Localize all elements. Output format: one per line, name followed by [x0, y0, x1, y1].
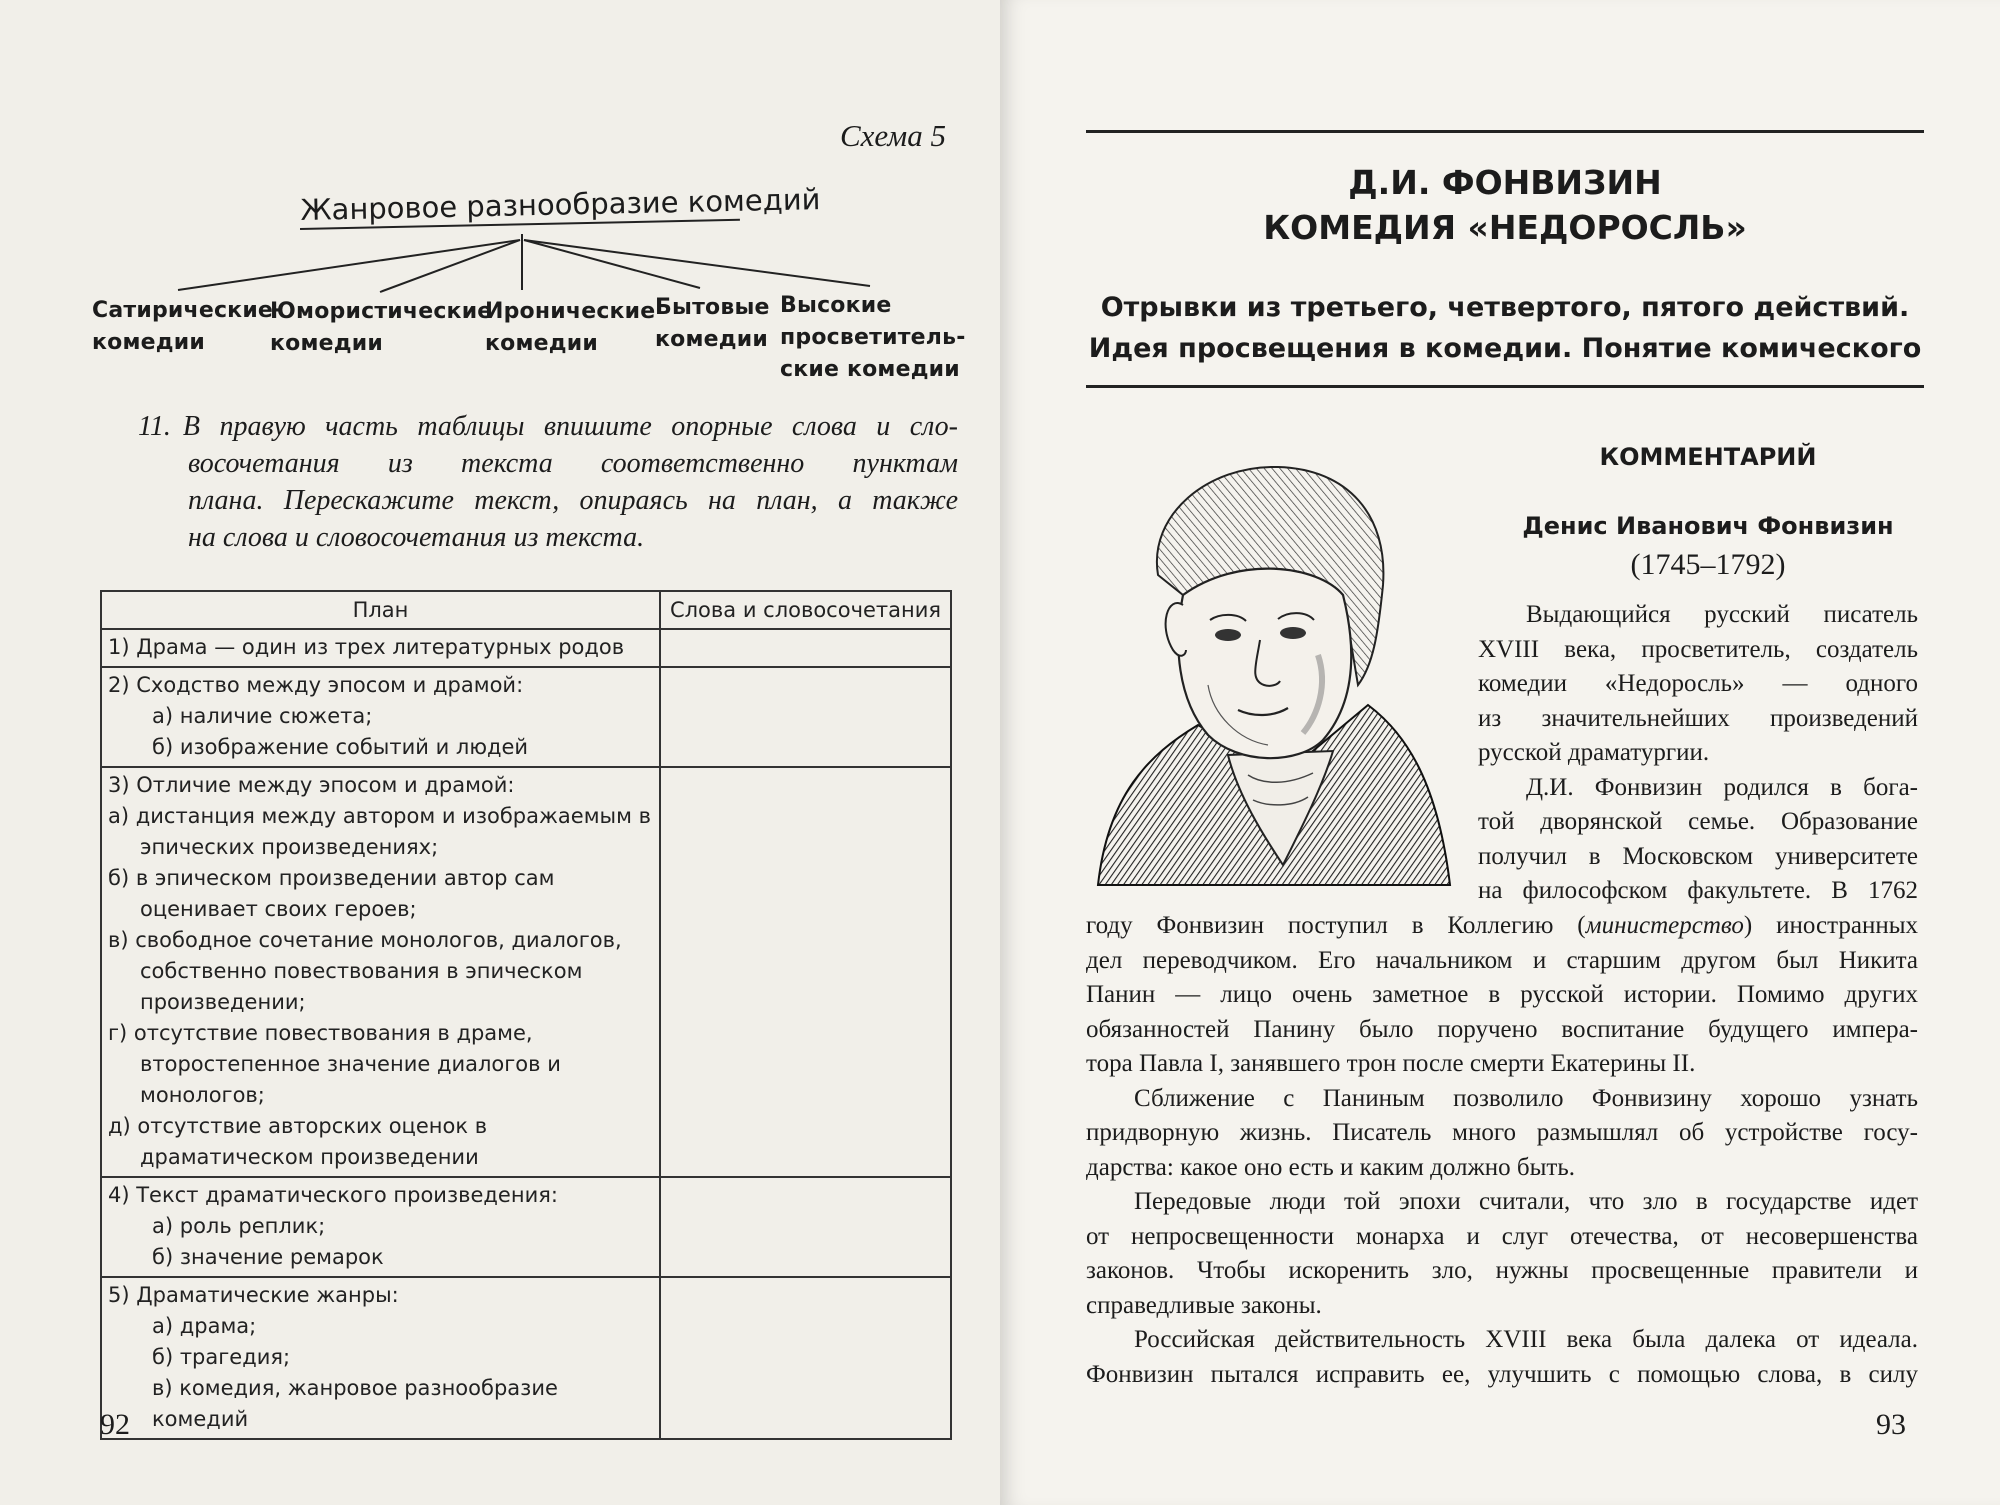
plan-subitem: а) роль реплик; — [152, 1214, 326, 1238]
plan-cell — [101, 767, 660, 1177]
genre-label: комедии — [655, 327, 768, 352]
genre-tree-lines — [0, 0, 1000, 320]
plan-subitem: б) в эпическом произведении автор сам оценивает своих героев; — [108, 866, 555, 921]
genre-label: Бытовые — [655, 295, 770, 320]
text-line: Фонвизин пытался исправить ее, улучшить с помощью слова, в силу — [1086, 1360, 1918, 1388]
words-cell[interactable] — [660, 767, 951, 1177]
portrait-illustration — [1088, 455, 1458, 895]
bio-name: Денис Иванович Фонвизин — [1522, 512, 1894, 540]
text-emphasis: министерство — [1585, 912, 1744, 939]
bio-years: (1745–1792) — [1630, 548, 1786, 581]
genre-label: комедии — [485, 331, 598, 356]
text-line: русской драматургии. — [1478, 739, 1710, 766]
text-line: дарства: какое оно есть и каким должно быть. — [1086, 1153, 1575, 1181]
tree-branch-1 — [178, 240, 520, 290]
plan-title: 2) Сходство между эпосом и драмой: — [108, 673, 524, 697]
text-line: той дворянской семье. Образование — [1478, 808, 1918, 835]
text-line: справедливые законы. — [1086, 1291, 1322, 1319]
header-rule-top — [1086, 130, 1924, 133]
plan-cell — [101, 667, 660, 767]
plan-title: 5) Драматические жанры: — [108, 1283, 399, 1307]
page-number-left: 92 — [100, 1408, 130, 1441]
table-row — [101, 1177, 951, 1277]
bio-column-text — [1478, 598, 1918, 909]
genre-high-enlightenment — [780, 290, 966, 386]
genre-label: ские комедии — [780, 357, 960, 382]
table-row — [101, 629, 951, 667]
text-line: обязанностей Панину было поручено воспитание будущего импера- — [1086, 1015, 1918, 1043]
text-line: Российская действительность XVIII века была далека от идеала. — [1134, 1326, 1918, 1353]
plan-subitem: д) отсутствие авторских оценок в драматическом произведении — [108, 1114, 488, 1169]
plan-title: 4) Текст драматического произведения: — [108, 1183, 558, 1207]
text-line: Сближение с Паниным позволило Фонвизину хорошо узнать — [1134, 1084, 1918, 1112]
task-line: на слова и словосочетания из текста. — [188, 522, 645, 553]
text-line: из значительнейших произведений — [1478, 704, 1918, 732]
text-line: Выдающийся русский писатель — [1526, 601, 1918, 628]
genre-label: комедии — [92, 330, 205, 355]
tree-branch-5 — [524, 240, 870, 286]
plan-subitem: г) отсутствие повествования в драме, второстепенное значение диалогов и монологов; — [108, 1021, 561, 1107]
genre-label: комедии — [270, 331, 383, 356]
plan-cell — [101, 1277, 660, 1439]
task-number: 11. — [138, 411, 171, 442]
plan-title: 3) Отличие между эпосом и драмой: — [108, 773, 515, 797]
text-line: Передовые люди той эпохи считали, что зло в государстве идет — [1134, 1188, 1918, 1215]
words-cell[interactable] — [660, 1277, 951, 1439]
plan-subitem: б) значение ремарок — [152, 1245, 384, 1269]
bio-full-text — [1086, 909, 1918, 1392]
text-line: Д.И. Фонвизин родился в бога- — [1526, 773, 1918, 801]
genre-everyday — [655, 292, 770, 356]
page-number-right: 93 — [1876, 1408, 1906, 1441]
genre-label: Высокие — [780, 293, 892, 318]
text-line — [1086, 909, 1918, 944]
text-line: получил в Московском университете — [1478, 842, 1918, 870]
text-line: законов. Чтобы искоренить зло, нужны просвещенные правители и — [1086, 1257, 1918, 1284]
plan-subitem: б) трагедия; — [152, 1345, 291, 1369]
task-11 — [138, 408, 958, 556]
genre-ironic — [485, 296, 655, 360]
plan-subitem: а) драма; — [152, 1314, 257, 1338]
right-page — [1000, 0, 2000, 1505]
header-rule-bottom — [1086, 385, 1924, 388]
genre-label: Иронические — [485, 299, 656, 324]
words-cell[interactable] — [660, 667, 951, 767]
table-row — [101, 667, 951, 767]
chapter-author: Д.И. ФОНВИЗИН — [1348, 163, 1662, 202]
comment-heading: КОММЕНТАРИЙ — [1599, 443, 1817, 471]
task-line: плана. Перескажите текст, опираясь на план, а также — [188, 485, 958, 516]
words-cell[interactable] — [660, 1177, 951, 1277]
plan-subitem: в) комедия, жанровое разнообразие комедий — [152, 1376, 558, 1431]
plan-subitem: б) изображение событий и людей — [152, 735, 529, 759]
text-line: дел переводчиком. Его начальником и старшим другом был Никита — [1086, 946, 1918, 974]
text-run: ) иностранных — [1743, 912, 1918, 939]
genre-label: Сатирические — [92, 298, 274, 323]
plan-table — [100, 590, 952, 1440]
task-line: восочетания из текста соответственно пунктам — [188, 448, 958, 479]
genre-humorous — [270, 296, 492, 360]
plan-subitem: в) свободное сочетание монологов, диалогов, собственно повествования в эпическом произведении; — [108, 928, 622, 1014]
plan-subitem: а) дистанция между автором и изображаемым в эпических произведениях; — [108, 804, 652, 859]
tree-branch-2 — [380, 240, 520, 292]
task-text: В правую часть таблицы впишите опорные слова и сло- — [182, 411, 958, 442]
genre-tree-title: Жанровое разнообразие комедий — [300, 182, 821, 227]
text-line: тора Павла I, занявшего трон после смерти Екатерины II. — [1086, 1050, 1696, 1077]
table-header-row — [101, 591, 951, 629]
text-line: XVIII века, просветитель, создатель — [1478, 635, 1918, 663]
genre-satirical — [92, 295, 273, 359]
text-line: на философском факультете. В 1762 — [1478, 877, 1918, 904]
plan-cell — [101, 629, 660, 667]
text-line: от непросвещенности монарха и слуг отечества, от несовершенства — [1086, 1222, 1918, 1250]
table-row — [101, 767, 951, 1177]
schema-label: Схема 5 — [840, 118, 946, 153]
plan-title: 1) Драма — один из трех литературных родов — [108, 635, 625, 659]
plan-subitem: а) наличие сюжета; — [152, 704, 373, 728]
words-cell[interactable] — [660, 629, 951, 667]
table-row — [101, 1277, 951, 1439]
genre-label: просветитель- — [780, 325, 966, 350]
task-line — [138, 408, 958, 445]
tree-branch-4 — [524, 240, 700, 288]
plan-cell — [101, 1177, 660, 1277]
text-run: году Фонвизин поступил в Коллегию ( — [1086, 912, 1586, 939]
header-words: Слова и словосочетания — [660, 591, 951, 629]
genre-label: Юмористические — [270, 299, 493, 324]
chapter-subtitle-2: Идея просвещения в комедии. Понятие комического — [1088, 333, 1922, 364]
text-line: комедии «Недоросль» — одного — [1478, 670, 1918, 697]
text-line: Панин — лицо очень заметное в русской истории. Помимо других — [1086, 981, 1918, 1008]
chapter-subtitle-1: Отрывки из третьего, четвертого, пятого действий. — [1100, 292, 1910, 323]
text-line: придворную жизнь. Писатель много размышлял об устройстве госу- — [1086, 1119, 1918, 1146]
chapter-work: КОМЕДИЯ «НЕДОРОСЛЬ» — [1263, 208, 1747, 247]
header-plan: План — [101, 591, 660, 629]
